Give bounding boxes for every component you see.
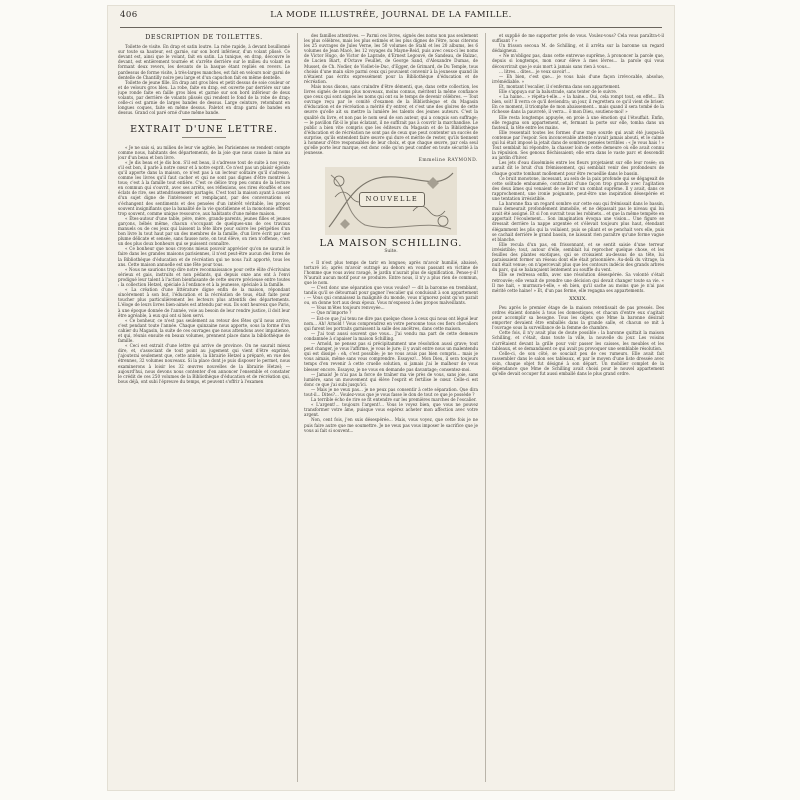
column-separator: [297, 33, 298, 782]
paragraph: — Vous m'êtes toujours renvoyée...: [311, 305, 385, 311]
paragraph: « Il n'est plus temps de tarir en longues; après m'avoir humilié, abaissé, torturé ici; après m'avoir outragé au dehors en vous passant en victime de l'homme que vous aviez ravagé, le jardin n'aurait plus de signification. Pense-y-il! N'aurait aucun motif pour se produire. Entre nous, il n'y a plus rien de commun, que le nom.: [304, 259, 478, 285]
article-heading: EXTRAIT D'UNE LETTRE.: [130, 124, 278, 136]
paragraph: La terrible écho de rire se fit entendre sur les premières marches de l'escalier.: [311, 397, 477, 403]
paragraph: « L'argent!... toujours l'argent!... Vous le voyez bien, que vous ne pouvez transformer votre âme, puisque vous espérez acheter mon affection avec votre argent.: [304, 402, 478, 418]
paragraph: des familles attentives. — Parmi ces livres, signés des noms non pas seulement les plus célèbres, mais les plus estimés et les plus dignes de l'être, nous citerons les 25 ouvrages de Jules Verne, les 50 volumes de Stahl et les 20 albums, les 6 volumes de Jean Macé, les 12 voyages du Mayne-Reid, puis avec ceux-ci les noms de Victor Hugo, de Victor de Laprade, d'Ernest Legouvé, de Sandeau, de Balzac, de Lucien Biart, d'Octave Feuillet, de George Sand, d'Alexandre Dumas, de Musset, de Ch. Nodier, de Viollet-le-Duc, d'Egger, de Grimard, de Du Temple, tous choisis d'une main sûre parmi ceux qui pouvaient convenir à la jeunesse quand ils n'étaient pas écrits expressément pour la Bibliothèque d'éducation et de récréation.: [304, 33, 478, 84]
paragraph: — J'ai tout aussi souvent que vous... J'ai vendu ma part de cette demeure condamnée à s'apaiser la maison Schilling.: [304, 330, 478, 341]
letter-text: [118, 145, 290, 384]
paragraph: « Ne m'obligez pas, dans cette entrevue suprême, à prononcer la parole que, depuis si longtemps, mon cœur élève à mes lèvres... la parole qui vous découvrirait que je suis mort à jamais sans rien à vous...: [492, 53, 664, 69]
header-rule: [120, 27, 662, 28]
paragraph: Un frisson secoua M. de Schilling, et il arrêta sur la baronne un regard dédaigneux.: [492, 43, 664, 54]
paragraph: Toilette de visite. En drap et satin loutre. La robe rapide, à devant bouillonné sur toute sa hauteur, est garnie, sur son bord inférieur, d'un volant plissé. Ce devant est, ainsi que le volant, fait en satin. La tunique, en drap, découvre le devant, est entièrement tournée et s'arrête derrière sur le milieu du volant en formant deux revers, les devants de la basque étant repliés en revers. Le pardessus de forme visite, à très-larges manches, est fait en velours noir garni de dentelle de Chantilly noire peu large et d'un capuchon fait en même dentelle.: [118, 44, 290, 80]
chapter-text: [492, 305, 664, 376]
paragraph: « Êtes-autour d'une table, père, mère, grands-parents, jeunes filles et jeunes garçons, bébés même, chacun s'occupant de quelques-uns de ces travaux manuels ou de ces jeux qui laissent la tête libre pour suivre les péripéties d'un bon livre lu tout haut par un des membres de la famille, d'un livre écrit par une plume délicate et sensée, sans fausse note, on tout élève, on rien n'offense, c'est un des plus doux bonheurs qui se puissent connaître.: [118, 215, 290, 247]
column-middle: [304, 33, 478, 784]
paragraph: Elle se redressa enfin, avec une résolution désespérée. Sa volonté s'était retrouvée; elle venait de prendre une décision qui devait changer toute sa vie. « Il me hait, » murmura-t-elle, « eh bien, qu'il sache au moins que je n'ai pas mérité cette haine! » Et, d'un pas ferme, elle regagna ses appartements.: [492, 272, 664, 293]
paragraph: La baronne fixa un regard sombre sur cette eau qui frémissait dans le bassin, mais demeurait profondément immobile, et ne dépassait pas le niveau qui lui avait été assigné. Et si l'on ouvrait tous les robinets... et que la même tempête en apportait l'écoulement... Son imagination évoqua une vision... Une figure se dressait derrière la nappe argentée et s'élevait toujours plus haut, étendant élégamment les plis qui la voilaient, puis se pliant et se penchait vers elle, puis se cachait derrière le grand bassin, ne laissant rien paraître qu'une forme vague et blanche.: [492, 201, 664, 242]
paragraph: — Mais je ne veux pas... je ne peux pas consentir à cette séparation. Que dira tout-il... Dites?... Voulez-vous que je vous fasse le don de tout ce que je possède ?: [304, 386, 478, 397]
paragraph: Celle-ci, de son côté, se souciait peu de ces rumeurs. Elle avait fait rassembler dans le salon ses tableaux, et par le moyen d'une liste dressée avec soin, chaque objet fut désigné à son départ. Un mobilier complet de la dépendance que Mme de Schilling avait choisi pour le nouvel appartement qu'elle devait occuper fut aussi emballé dans le plus grand ordre.: [492, 350, 664, 377]
paragraph: « Ce bonheur que nous croyons mieux pouvoir apprécier qu'on ne saurait le faire dans les grandes maisons parisiennes, il n'est peut-être aucun des livres de la Bibliothèque d'éducation et de récréation qui ne nous l'ait apporté, tous les ans. Cette maison annuelle est une fête pour tous.: [118, 246, 290, 267]
section-divider: [182, 137, 226, 138]
section-divider: [182, 119, 226, 120]
paragraph: Elle s'appuya sur la balustrade, sans tenter de le suivre.: [499, 89, 618, 95]
paragraph: « La haine... » répéta-t-elle... « la haine... Oui, cela rompt tout, en effet... Eh bien, soit! Il verra ce qu'il deviendra; un jour, il regrettera ce qu'il vient de briser. En ce moment, il triomphe de mon abaissement... mais quand il sera tombé de la richesse dans la pauvreté, il verra... ô mon Dieu, soutiens-moi! »: [492, 94, 664, 115]
paragraph: Les jets d'eau disséminés entre les fleurs projetaient sur elle leur rosée; on aurait dit le bruit d'un frémissement, qui semblait venir des profondeurs de chaque goutte tombant mollement pour être recueillie dans le bassin.: [492, 160, 664, 176]
page-header: [120, 8, 662, 22]
paragraph: — Est-ce que j'ai tenu ne dire pas quelque chose à ceux qui nous ont légué leur nom... Ah! Arnold ! Vous comprendrez en votre personne tous ces fiers chevaliers qui furent les portraits garnissent la salle des ancêtres, dans cette maison.: [304, 315, 478, 331]
paragraph: Et, montant l'escalier, il s'enferma dans son appartement.: [499, 83, 621, 89]
paragraph: « Ce bonheur, ce n'est pas seulement au retour des fêtes qu'il nous arrive, c'est pendant toute l'année. Chaque quinzaine nous apporte, sous la forme d'un cahier du Magasin, la suite de ces ouvrages que nous attendons avec impatience, et qui, réunis ensuite en beaux volumes, prennent place dans la bibliothèque de famille.: [118, 317, 290, 344]
paragraph: Mais nous disons, sans craindre d'être démenti, que, dans cette collection, les livres signés de noms plus nouveaux, moins connus, méritent la même confiance que ceux qui sont signés les noms qui ont su le temps de devenir célèbres. — Tout ouvrage reçu par le comité d'examen de la Bibliothèque et du Magasin d'éducation et de récréation a mérité d'y entrer, et c'est une des gloires de cette œuvre qu'elle ait su mettre la lumière les talents des jeunes auteurs. C'est la qualité du livre, et non pas le nom seul de son auteur, qui a conquis son suffrage; — le pavillon fût-il le plus éclatant, il ne suffirait pas à couvrir la marchandise. Le public a bien vite compris que les éditeurs du Magasin et de la Bibliothèque d'éducation et de récréation ne sont pas de ceux que peut contenter un succès de surprise, qu'ils entendent faire œuvre qui dure et mérite de rester, qu'ils tiennent à honneur d'être responsables de leur choix, et que chaque œuvre, par cela seul qu'elle porte leur marque, est donc celle qu'on peut confier en toute sécurité à la jeunesse.: [304, 83, 478, 156]
article-continuation: [304, 33, 478, 155]
paragraph: Elle recula d'un pas, en frissonnant, et se sentit saisie d'une terreur irrésistible; tout, autour d'elle, semblait lui reprocher quelque chose, et les feuilles des plantes exotiques, qui se croisaient au-dessus de sa tête, lui paraissaient former un réseau dont elle était prisonnière. Au-delà du vitrage, la nuit était venue; on n'apercevait plus que les contours indécis des grands arbres du parc, qui se balançaient lentement au souffle du vent.: [492, 241, 664, 273]
story-text: [304, 260, 478, 433]
journal-title: LA MODE ILLUSTRÉE, JOURNAL DE LA FAMILLE.: [270, 10, 512, 20]
paragraph: Non, cent fois, j'en suis désespérée... Mais, vous voyez, que cette fois je ne puis faire autre que me soumettre. Je ne veux pas vous imposer le sacrifice que je vous ai fait si souvent...: [304, 417, 478, 433]
paragraph: et supplié de me supporter près de vous. Voulez-vous? Cela vous paraîtra-t-il suffisant ? »: [492, 33, 664, 44]
paragraph: — Que m'importe ?: [311, 310, 352, 316]
column-separator: [485, 33, 486, 782]
paragraph: Peu après le premier étage de la maison retentissait de pas pressés. Des ordres étaient donnés à tous les domestiques, et chacun d'entre eux s'agitait pour accomplir sa besogne. Tous les objets que Mme la baronne désirait emporter devaient être emballés dans la grande salle, et chacun se mit à l'ouvrage sous la surveillance de la femme de chambre.: [492, 304, 664, 331]
paragraph: « Je ne sais si, au milieu de leur vie agitée, les Parisiennes se rendent compte comme nous, habitants des départements, de la joie que nous cause la mise au jour d'un beau et bon livre.: [118, 144, 290, 160]
paragraph: — C'est donc une séparation que vous voulez? — dit la baronne en tremblant, tandis qu'il se détournait pour gagner l'escalier qui conduisait à son appartement : — Vous qui connaissez la malignité du monde, vous n'ignorez point qu'on parait ou, on donne tort aux deux époux. Vous m'exposez à des propos malveillants.: [304, 285, 478, 306]
story-subtitle: Suite.: [384, 249, 398, 255]
vignette-label: NOUVELLE: [359, 192, 425, 207]
newspaper-page: [108, 6, 674, 790]
toilettes-text: [118, 44, 290, 115]
story-continuation: [492, 33, 664, 293]
paragraph: Cette fois, il n'y avait plus de doute possible : la baronne quittait la maison Schilling, et c'était, dans toute la ville, la nouvelle du jour. Les voisins s'arrêtaient devant la grille pour voir passer les caisses, les meubles et les tableaux, et se demandaient ce qui avait pu provoquer une semblable résolution.: [492, 330, 664, 351]
story-title: LA MAISON SCHILLING.: [319, 238, 463, 250]
paragraph: Ce bruit monotone, incessant, au sein de la paix profonde qui se dégageait de cette solitude embaumée, contrastait d'une façon trop grande avec l'agitation des deux âmes qui venaient de se livrer un combat suprême. Il y avait, dans ce rapprochement, une ironie poignante, peut-être une inspiration désespérée et une tentation irrésistible.: [492, 175, 664, 201]
paragraph: Elle ressentait toutes les formes d'une rage sourde qui avait été jusque-là contenue par l'espoir. Son inconcevable attente n'avait jamais abouti, et le calme qui lui était imposé la jetait dans de sombres pensées terribles : « Je vous hais ! » Tout semblait lui répondre, la chasser loin de cette demeure où elle avait connu la répulsion. Ses genoux fléchissaient; elle erra dans le vaste parc et descendit au jardin d'hiver.: [492, 129, 664, 161]
paragraph: Elle resta longtemps appuyée, en proie à une émotion qui l'étouffait. Enfin, elle regagna son appartement, et, fermant la porte sur elle, tomba dans un fauteuil, la tête entre les mains.: [492, 114, 664, 130]
paragraph: — Eh bien, c'est que... je vous hais d'une façon irrévocable, absolue, irrémédiable. »: [492, 73, 664, 84]
paragraph: « Ceci est extrait d'une lettre qui arrive de province. On ne saurait mieux dire, et, s'associant de tout point au jugement qui vient d'être exprimé, j'ajouterai seulement que, cette année, la librairie Hetzel a préparé, en vue des étrennes, 32 volumes nouveaux. Si la place dont je puis disposer le permet, nous examinerons à loisir les 32 œuvres nouvelles de la librairie Hetzel; — aujourd'hui, nous devons nous contenter d'en annoncer l'ensemble et constater le crédit de ces 250 volumes de la Bibliothèque d'éducation et de récréation qui, bous déjà, ont subi l'épreuve du temps, et peuvent s'offrir à l'examen: [118, 343, 290, 384]
paragraph: — Arnold, ne pensez pas si précipitamment une résolution aussi grave; tout peut changer, je vous l'affirme, je vous le jure; il y avait entre nous un malentendu qui est dissipé : eh, c'est possible; je ne vous avais pas bien compris... mais je vous aimais, même sans vous comprendre. Essayez!... Mon Dieu, il sera toujours temps d'en revenir à cette cruelle solution, si jamais j'ai le malheur de vous blesser encore. Essayez, je ne vous en demande pas davantage; consentez-moi.: [304, 341, 478, 372]
paragraph: — Jamais! Je n'ai pas la force de traîner ma vie près de vous, sans joie, sans lumière, sans un mouvement qui élève l'esprit et fertilise le cœur. Celle-ci est donc ce que j'ai subi jusqu'ici.: [304, 371, 478, 387]
chapter-number: XXXIX.: [569, 295, 587, 302]
paragraph: ... litres... dites... je veux savoir!...: [499, 68, 571, 74]
author-signature: Emmeline RAYMOND.: [418, 158, 478, 164]
toilettes-heading: DESCRIPTION DE TOILETTES.: [145, 33, 263, 41]
column-right: [492, 33, 664, 784]
nouvelle-vignette: [325, 167, 457, 235]
page-number: 406: [120, 10, 138, 20]
paragraph: « Nous ne saurions trop dire notre reconnaissance pour cette élite d'écrivains sérieux et gais, instruits et non pédants, qui depuis onze ans ont à l'envi prodigué leur talent à l'action bienfaisante de cette œuvre précieuse entre toutes : la collection Hetzel, spéciale à l'enfance et à la jeunesse, spéciale à la famille.: [118, 266, 290, 288]
paragraph: « Je dis beau et je dis bon. S'il est beau, il s'adresse tout de suite à nos yeux; s'il est bon, il parle à notre cœur et à notre esprit. Ce n'est pas un plaisir égoïste qu'il apporte dans la maison, ce n'est pas à un lecteur solitaire qu'il s'adresse, comme les livres qu'il faut cacher et qui ne sont pas dignes d'être montrés à tous; c'est à la famille tout entière. C'est ce délice trop peu connu de la lecture en commun qui s'ouvrit, avec ses arrêts, ses réflexions, ses rires étouffés et ses éclats de rire, ses attendrissements partagés. C'est tout la maison ayant à causer d'un sujet digne de l'intéresser et remplaçant, par des conversations où s'échangent des sentiments et des pensées d'un intérêt véritable, les propos souvent insignifiants que la banalité de la vie quotidienne et la monotonie offrent trop souvent, comme unique ressource, aux habitants d'une même maison.: [118, 159, 290, 216]
paragraph: « La création d'une littérature digne enfin de la maison, répondant sincèrement à son but, l'éducation et la récréation de tous, était faite pour toucher plus particulièrement les lecteurs plus attentifs des départements. L'éloge de leurs livres bien-aimés est attendu par eux. Ils sont heureux que Paris, à une époque donnée de l'année, voie au besoin de leur rendre justice, il doit leur être agréable, à eux qui ont si bien servi.: [118, 287, 290, 318]
paragraph: Toilette de jeune fille. En drap ant gros bleu et petit dessus de soie couleur or et de velours gros bleu. La robe, faite en drap, est ouverte par derrière sur une jupe ronde faite en faille gros bleu et garnie sur son bord inférieur de deux volants, par derrière de volants plissés qui rendent le fond de la robe de drap; celle-ci est garnie de larges bandes de dessus. Large ceinture, retombant en longues coques, faite en même dessus. Paletot en drap garni de bandes en dessus. Grand col paré orné d'une même bande.: [118, 79, 290, 116]
column-left: [118, 33, 290, 784]
